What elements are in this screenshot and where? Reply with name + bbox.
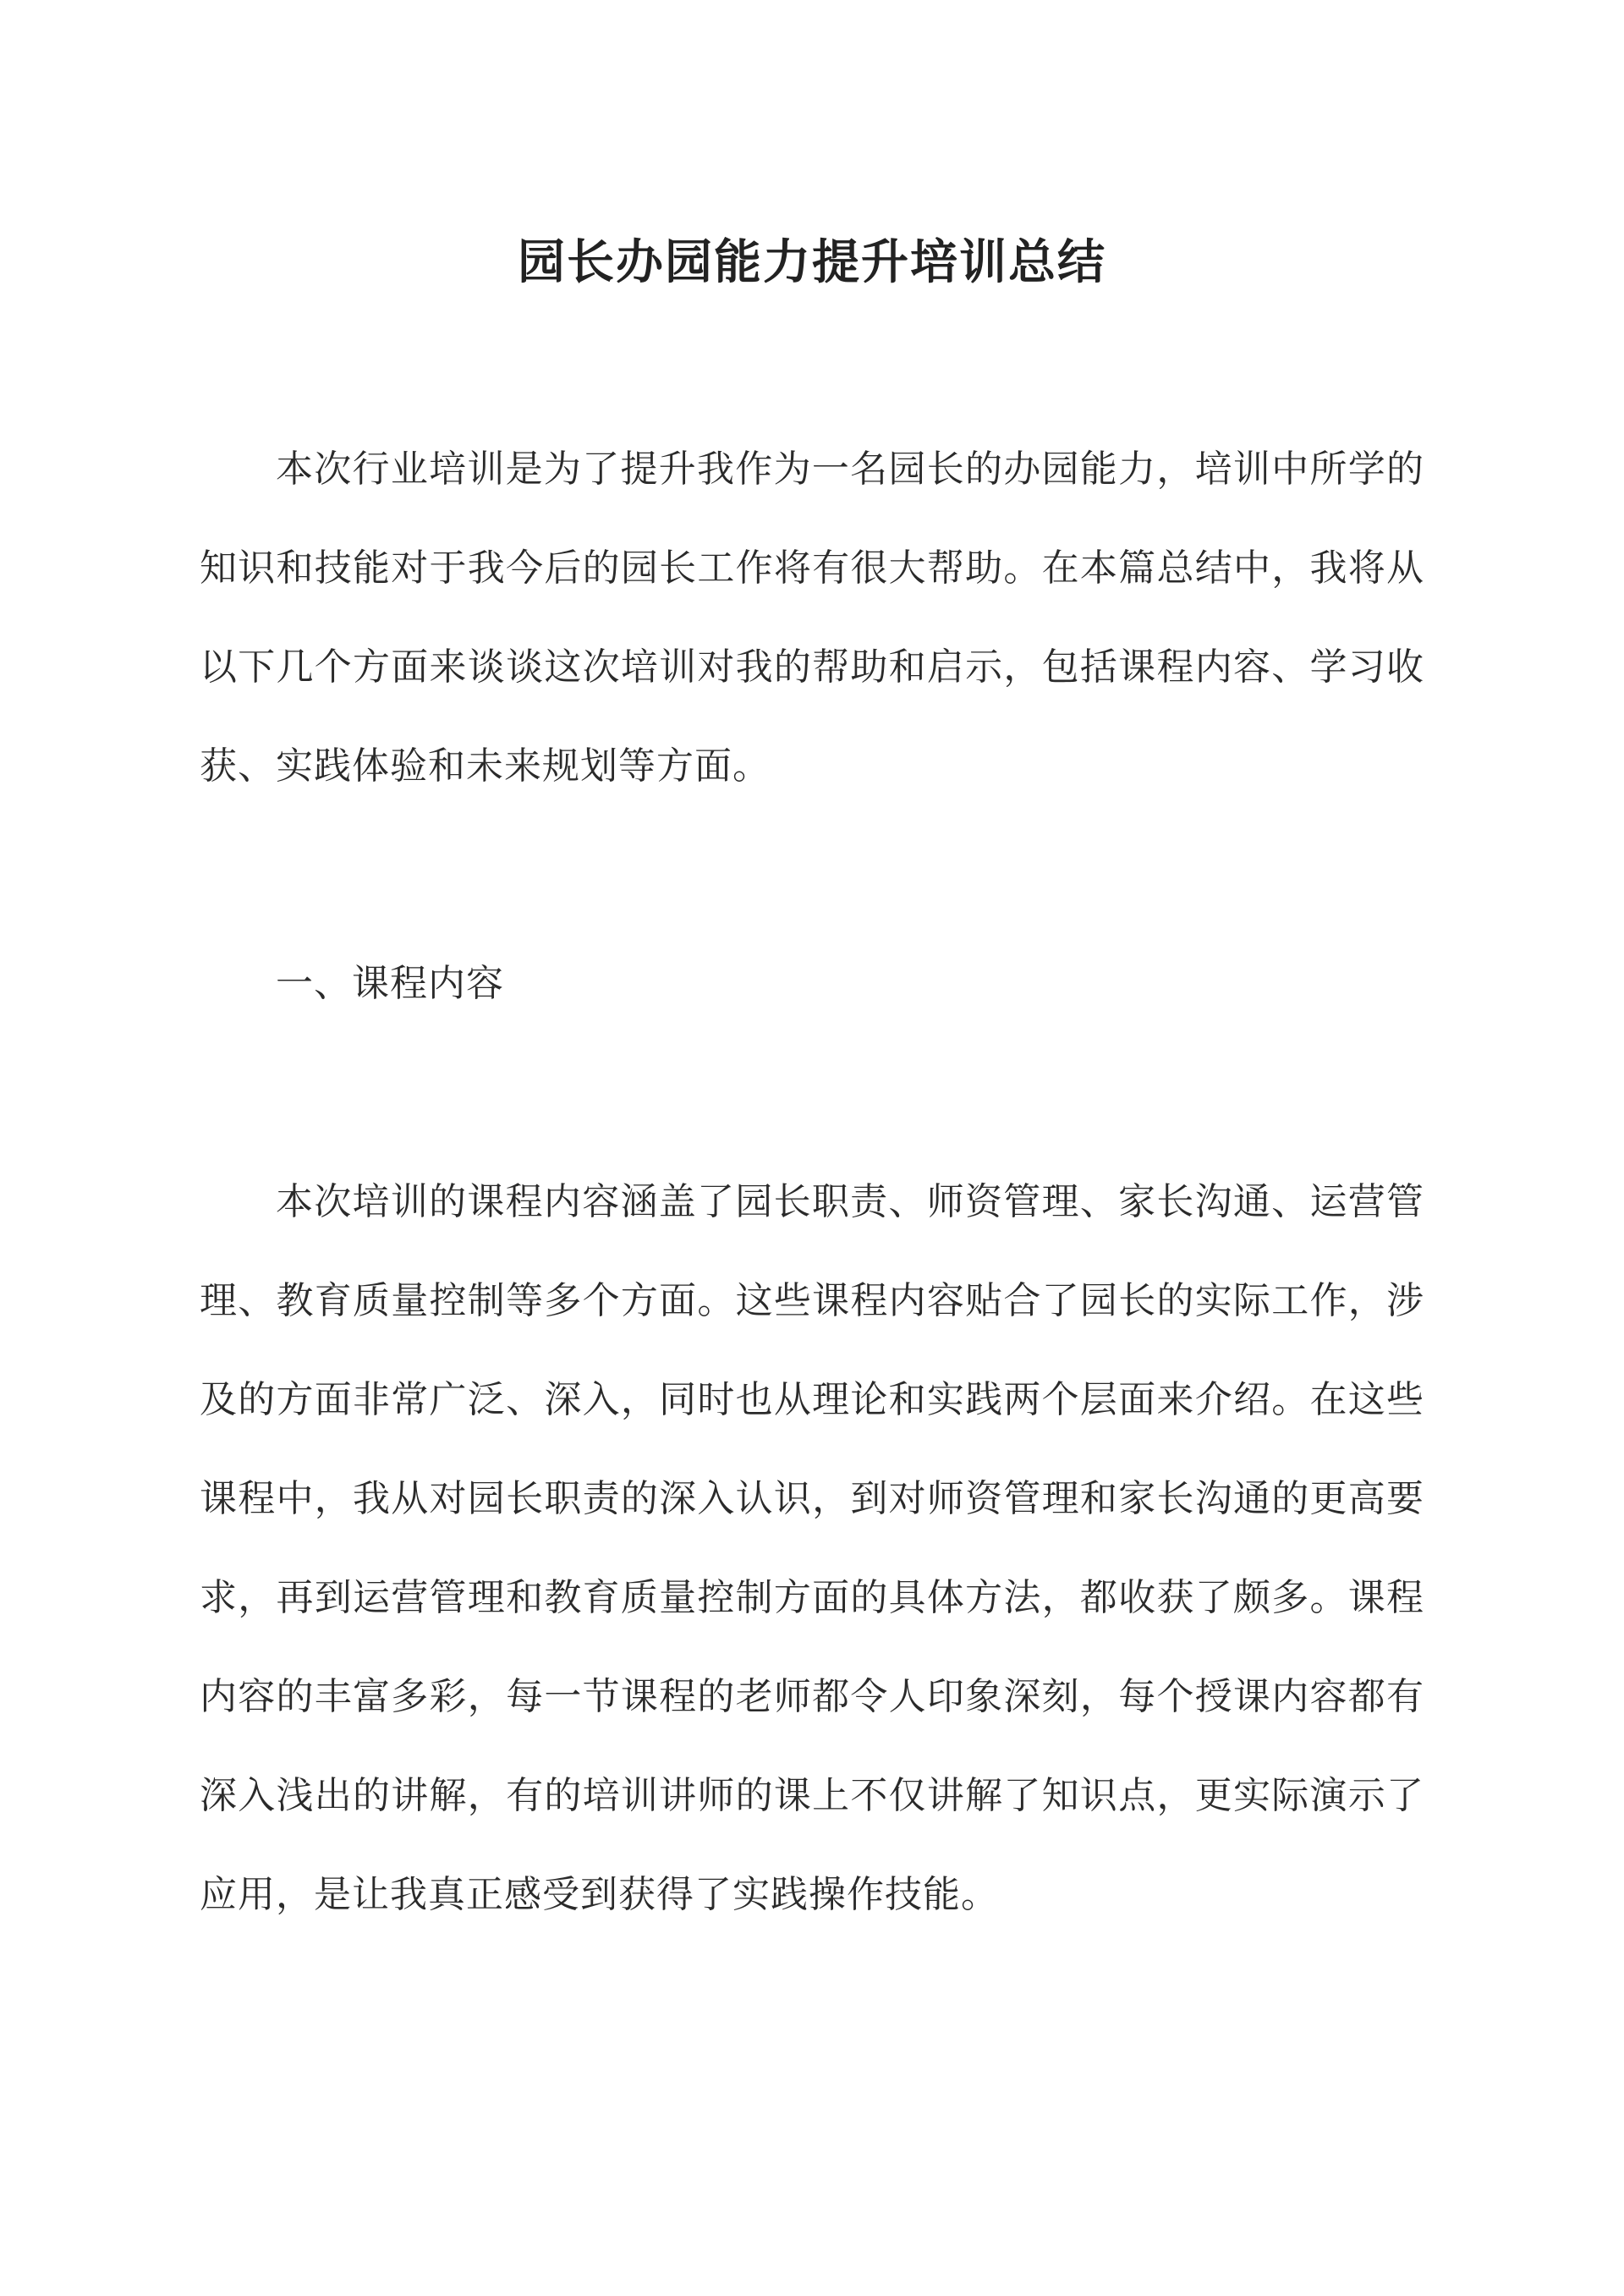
intro-paragraph: 本次行业培训是为了提升我作为一名园长的办园能力，培训中所学的知识和技能对于我今后的园长工作将有很大帮助。在本篇总结中，我将从以下几个方面来谈谈这次培训对我的帮助和启示，包括课程内容、学习收获、实践体验和未来规划等方面。 — [200, 448, 1424, 788]
course-content-paragraph: 本次培训的课程内容涵盖了园长职责、师资管理、家长沟通、运营管理、教育质量控制等多个方面。这些课程内容贴合了园长的实际工作，涉及的方面非常广泛、深入，同时也从理论和实践两个层面来介绍。在这些课程中，我从对园长职责的深入认识，到对师资管理和家长沟通的更高要求，再到运营管理和教育质量控制方面的具体方法，都收获了颇多。课程内容的丰富多彩，每一节课程的老师都令人印象深刻，每个授课内容都有深入浅出的讲解，有的培训讲师的课上不仅讲解了知识点，更实际演示了应用，是让我真正感受到获得了实践操作技能。 — [200, 1180, 1424, 1916]
document-title: 园长办园能力提升培训总结 — [518, 233, 1106, 290]
section-heading-course-content: 一、课程内容 — [276, 962, 504, 1005]
